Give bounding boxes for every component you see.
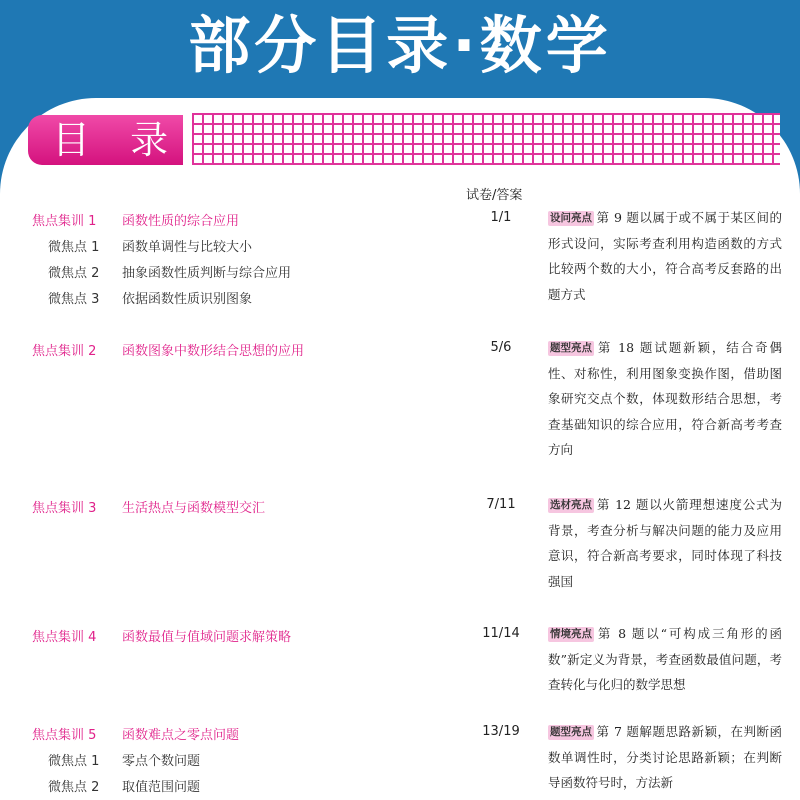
sub-topic[interactable]	[48, 776, 200, 795]
highlight-badge: 设问亮点	[550, 212, 592, 224]
highlight-note	[548, 335, 782, 463]
toc-label: 目 录	[28, 115, 183, 165]
section-label: 焦点集训 1	[32, 214, 97, 229]
highlight-note	[548, 719, 782, 795]
section-label: 焦点集训 5	[32, 728, 97, 743]
sub-label: 微焦点 1	[48, 754, 100, 769]
pages-column-header: 试卷/答案	[466, 188, 523, 203]
highlight-text: 第 8 题以“可构成三角形的函数”新定义为背景，考查函数最值问题，考查转化与化归的数学思想	[548, 626, 782, 692]
page-numbers: 11/14	[482, 626, 520, 641]
sub-topic[interactable]	[48, 236, 252, 255]
section-heading[interactable]	[32, 210, 239, 229]
highlight-badge: 题型亮点	[550, 726, 592, 738]
sub-label: 微焦点 1	[48, 240, 100, 255]
sub-topic[interactable]	[48, 288, 252, 307]
section-label: 焦点集训 4	[32, 630, 97, 645]
page-numbers: 13/19	[482, 724, 520, 739]
sub-title: 依据函数性质识别图象	[122, 292, 253, 307]
sub-title: 取值范围问题	[122, 780, 201, 795]
page-title: 部分目录·数学	[188, 9, 612, 82]
sub-label: 微焦点 2	[48, 266, 100, 281]
highlight-note	[548, 205, 782, 307]
sub-label: 微焦点 3	[48, 292, 100, 307]
highlight-text: 第 12 题以火箭理想速度公式为背景，考查分析与解决问题的能力及应用意识，符合新高考要求，同时体现了科技强国	[548, 497, 782, 589]
highlight-note	[548, 492, 782, 594]
section-title: 函数最值与值域问题求解策略	[122, 630, 292, 645]
page-numbers: 5/6	[490, 340, 512, 355]
page-numbers: 7/11	[486, 497, 516, 512]
section-label: 焦点集训 2	[32, 344, 97, 359]
highlight-badge: 题型亮点	[550, 342, 592, 354]
highlight-text: 第 9 题以属于或不属于某区间的形式设问，实际考查利用构造函数的方式比较两个数的大小，符合高考反套路的出题方式	[548, 210, 782, 302]
section-label: 焦点集训 3	[32, 501, 97, 516]
section-heading[interactable]	[32, 724, 239, 743]
section-title: 生活热点与函数模型交汇	[122, 501, 266, 516]
sub-topic[interactable]	[48, 262, 291, 281]
sub-title: 抽象函数性质判断与综合应用	[122, 266, 292, 281]
highlight-text: 第 7 题解题思路新颖，在判断函数单调性时，分类讨论思路新颖；在判断导函数符号时，方法新	[548, 724, 782, 790]
section-heading[interactable]	[32, 626, 291, 645]
section-heading[interactable]	[32, 497, 265, 516]
decorative-grid	[192, 113, 780, 165]
highlight-note	[548, 621, 782, 698]
highlight-badge: 选材亮点	[550, 499, 592, 511]
highlight-text: 第 18 题试题新颖，结合奇偶性、对称性，利用图象变换作图，借助图象研究交点个数，体现数形结合思想，考查基础知识的综合应用，符合新高考考查方向	[548, 340, 782, 457]
section-heading[interactable]	[32, 340, 304, 359]
page-numbers: 1/1	[490, 210, 512, 225]
sub-topic[interactable]	[48, 750, 200, 769]
sub-label: 微焦点 2	[48, 780, 100, 795]
section-title: 函数图象中数形结合思想的应用	[122, 344, 305, 359]
section-title: 函数难点之零点问题	[122, 728, 240, 743]
section-title: 函数性质的综合应用	[122, 214, 240, 229]
sub-title: 函数单调性与比较大小	[122, 240, 253, 255]
highlight-badge: 情境亮点	[550, 628, 592, 640]
sub-title: 零点个数问题	[122, 754, 201, 769]
